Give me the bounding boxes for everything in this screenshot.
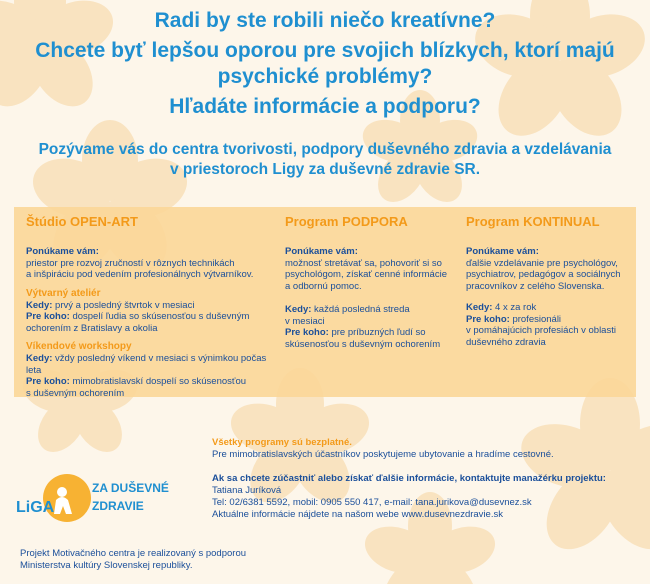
footer xyxy=(20,548,246,572)
who-value: s duševným ochorením xyxy=(26,387,125,399)
who-label: Pre koho: xyxy=(26,376,70,387)
contact-phone: Tel: 02/6381 5592, mobil: 0905 550 417, e-mail: tana.jurikova@dusevnez.sk xyxy=(212,497,532,508)
logo-word-liga: LiGA xyxy=(16,499,55,516)
when-value: vždy posledný víkend v mesiaci s výnimkou počas leta xyxy=(26,353,267,376)
column-title: Program KONTINUAL xyxy=(466,214,600,229)
when-label: Kedy: xyxy=(26,299,53,311)
offer-label: Ponúkame vám: xyxy=(26,246,99,257)
offer-line: ďalšie vzdelávanie pre psychológov, xyxy=(466,257,618,269)
column-title: Program PODPORA xyxy=(285,214,408,229)
contact-name: Tatiana Juríková xyxy=(212,485,282,496)
who-label: Pre koho: xyxy=(466,313,510,325)
offer-line: psychológom, získať cenné informácie xyxy=(285,269,447,280)
who-value: profesionáli xyxy=(512,313,562,325)
offer-line: pracovníkov z celého Slovenska. xyxy=(466,280,605,292)
offer-label: Ponúkame vám: xyxy=(285,246,358,257)
offer-label: Ponúkame vám: xyxy=(466,246,539,257)
when-value: v mesiaci xyxy=(285,315,325,327)
contact-heading: Ak sa chcete zúčastniť alebo získať ďalšie informácie, kontaktujte manažérku projektu: xyxy=(212,473,606,484)
offer-line: a odbornú pomoc. xyxy=(285,280,362,292)
headline-1: Radi by ste robili niečo kreatívne? xyxy=(154,9,496,32)
when-label: Kedy: xyxy=(26,353,53,364)
offer-line: psychiatrov, pedagógov a sociálnych xyxy=(466,269,621,280)
free-note: Pre mimobratislavských účastníkov poskytujeme ubytovanie a hradíme cestovné. xyxy=(212,449,554,460)
liga-logo xyxy=(12,470,182,530)
column-title: Štúdio OPEN-ART xyxy=(26,214,138,229)
when-label: Kedy: xyxy=(466,302,493,313)
headline-3: psychické problémy? xyxy=(217,65,433,88)
footer-line: Projekt Motivačného centra je realizovaný s podporou xyxy=(20,548,247,559)
who-value: v pomáhajúcich profesiách v oblasti xyxy=(466,325,616,336)
when-value: každá posledná streda xyxy=(314,304,410,315)
who-value: ochorením z Bratislavy a okolia xyxy=(26,322,158,334)
logo-word-zdravie: ZDRAVIE xyxy=(92,499,144,513)
offer-line: a inšpiráciu pod vedením profesionálnych výtvarníkov. xyxy=(26,269,254,280)
who-value: mimobratislavskí dospelí so skúsenosťou xyxy=(72,376,247,387)
when-value: prvý a posledný štvrtok v mesiaci xyxy=(55,299,195,311)
column-open-art xyxy=(26,214,274,406)
when-label: Kedy: xyxy=(285,304,312,315)
when-value: 4 x za rok xyxy=(495,302,537,313)
column-podpora xyxy=(285,214,455,357)
free-programs xyxy=(212,437,554,461)
column-kontinual xyxy=(466,214,630,355)
who-value: duševného zdravia xyxy=(466,336,546,348)
who-label: Pre koho: xyxy=(26,311,70,322)
contact-block xyxy=(212,473,606,521)
subsection-title: Výtvarný ateliér xyxy=(26,287,101,299)
offer-line: možnosť stretávať sa, pohovoriť si so xyxy=(285,257,442,269)
logo-word-za-dusevne: ZA DUŠEVNÉ xyxy=(92,481,169,495)
subsection-title: Víkendové workshopy xyxy=(26,341,132,352)
headline-4: Hľadáte informácie a podporu? xyxy=(169,95,481,118)
contact-web: Aktuálne informácie nájdete na našom webe www.dusevnezdravie.sk xyxy=(212,509,503,520)
offer-line: priestor pre rozvoj zručností v rôznych technikách xyxy=(26,257,235,269)
invite-line-1: Pozývame vás do centra tvorivosti, podpory duševného zdravia a vzdelávania xyxy=(38,141,612,158)
footer-line: Ministerstva kultúry Slovenskej republiky. xyxy=(20,560,193,571)
who-label: Pre koho: xyxy=(285,327,329,338)
free-heading: Všetky programy sú bezplatné. xyxy=(212,437,352,448)
who-value: pre príbuzných ľudí so xyxy=(331,327,426,338)
who-value: dospelí ľudia so skúsenosťou s duševným xyxy=(72,311,250,322)
invite-line-2: v priestoroch Ligy za duševné zdravie SR. xyxy=(169,161,481,178)
who-value: skúsenosťou s duševným ochorením xyxy=(285,338,441,350)
headline-2: Chcete byť lepšou oporou pre svojich blízkych, ktorí majú xyxy=(35,39,615,62)
